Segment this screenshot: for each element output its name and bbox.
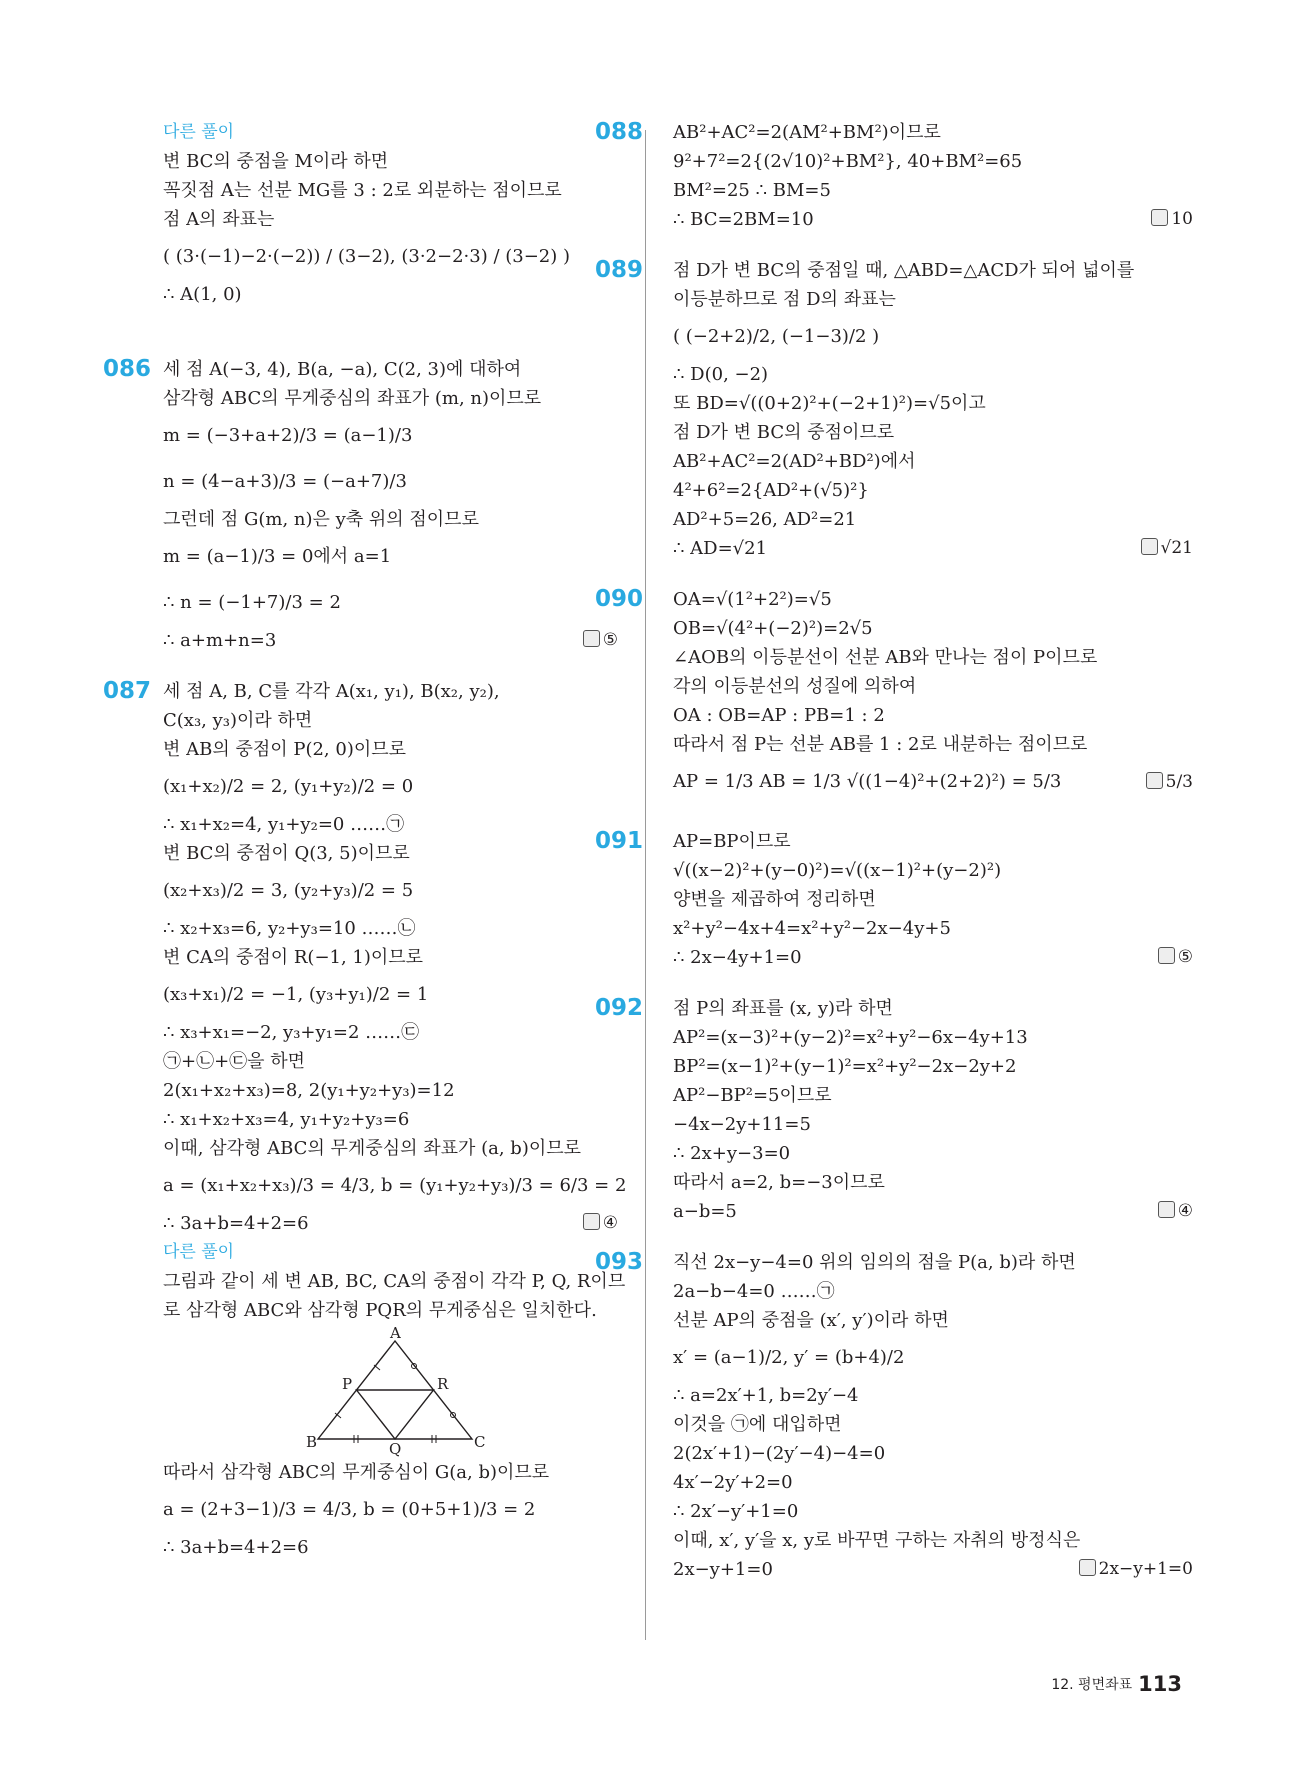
answer-mark-icon [1146,772,1163,789]
formula-line: (x₁+x₂)/2 = 2, (y₁+y₂)/2 = 0 [163,776,414,797]
answer-badge [1158,1197,1193,1226]
text-line: 꼭짓점 A는 선분 MG를 3 : 2로 외분하는 점이므로 [163,180,562,201]
answer-badge [1141,534,1193,563]
text-line: OB=√(4²+(−2)²)=2√5 [673,618,873,639]
label-c: C [474,1433,486,1451]
text-line: ∴ 3a+b=4+2=6 [163,1537,309,1558]
alt-solution-title: 다른 풀이 [163,1242,235,1262]
answer-value: 2x−y+1=0 [1098,1559,1193,1579]
text-line: ∴ a=2x′+1, b=2y′−4 [673,1385,859,1406]
text-line: 점 D가 변 BC의 중점일 때, △ABD=△ACD가 되어 넓이를 [673,260,1135,281]
problem-086 [103,355,618,655]
text-line: AP²=(x−3)²+(y−2)²=x²+y²−6x−4y+13 [673,1027,1028,1048]
problem-number: 091 [595,828,644,854]
text-line: ∴ 2x+y−3=0 [673,1143,791,1164]
problem-093 [595,1248,1193,1584]
label-a: A [390,1324,401,1342]
text-line: ∴ A(1, 0) [163,284,242,305]
answer-mark-icon [583,630,600,647]
label-p: P [342,1375,353,1393]
text-line: x²+y²−4x+4=x²+y²−2x−4y+5 [673,918,951,939]
answer-value: √21 [1160,538,1193,558]
text-line: 4x′−2y′+2=0 [673,1472,793,1493]
formula-line: (x₃+x₁)/2 = −1, (y₃+y₁)/2 = 1 [163,984,429,1005]
problem-090 [595,585,1193,805]
text-line: 변 CA의 중점이 R(−1, 1)이므로 [163,947,424,968]
page-number: 113 [1138,1672,1182,1696]
formula-line: a = (x₁+x₂+x₃)/3 = 4/3, b = (y₁+y₂+y₃)/3 = 6/3 = 2 [163,1175,627,1196]
answer-line [673,205,1193,234]
text-line: 점 P의 좌표를 (x, y)라 하면 [673,998,893,1019]
answer-value: ⑤ [1177,947,1193,967]
answer-line [673,1555,1193,1584]
text-line: 로 삼각형 ABC와 삼각형 PQR의 무게중심은 일치한다. [163,1300,597,1321]
text-line: BM²=25 ∴ BM=5 [673,180,831,201]
text-line: ∠AOB의 이등분선이 선분 AB와 만나는 점이 P이므로 [673,647,1098,668]
triangle-pqr [357,1390,434,1439]
problem-number: 090 [595,586,644,612]
text-line: AB²+AC²=2(AD²+BD²)에서 [673,451,916,472]
text-line: 2(2x′+1)−(2y′−4)−4=0 [673,1443,886,1464]
problem-number: 092 [595,995,644,1021]
problem-number: 089 [595,257,644,283]
answer-line [163,1209,618,1238]
answer-badge [1079,1555,1193,1584]
text-line: AP=BP이므로 [673,831,791,852]
formula-line: ∴ n = (−1+7)/3 = 2 [163,592,341,613]
text-line: √((x−2)²+(y−0)²)=√((x−1)²+(y−2)²) [673,860,1002,881]
text-line: 점 A의 좌표는 [163,209,275,230]
text-line: 삼각형 ABC의 무게중심의 좌표가 (m, n)이므로 [163,388,542,409]
problem-number: 093 [595,1249,644,1275]
answer-badge [1158,943,1193,972]
answer-line [673,1197,1193,1226]
text-line: 직선 2x−y−4=0 위의 임의의 점을 P(a, b)라 하면 [673,1252,1076,1273]
formula-line: m = (a−1)/3 = 0에서 a=1 [163,546,392,567]
answer-line [673,534,1193,563]
text-line: 세 점 A(−3, 4), B(a, −a), C(2, 3)에 대하여 [163,359,522,380]
answer-value: 10 [1171,209,1193,229]
text-line: ∴ 2x−4y+1=0 [673,947,802,968]
problem-number: 087 [103,678,152,704]
text-line: a−b=5 [673,1201,737,1222]
text-line: ∴ x₃+x₁=−2, y₃+y₁=2 ……㉢ [163,1022,420,1043]
text-line: 따라서 점 P는 선분 AB를 1 : 2로 내분하는 점이므로 [673,734,1088,755]
alternative-solution-1 [163,118,618,309]
text-line: 세 점 A, B, C를 각각 A(x₁, y₁), B(x₂, y₂), [163,681,500,702]
text-line: 4²+6²=2{AD²+(√5)²} [673,480,869,501]
text-line: 이것을 ㉠에 대입하면 [673,1414,842,1435]
answer-mark-icon [1158,947,1175,964]
formula-line: ( (3·(−1)−2·(−2)) / (3−2), (3·2−2·3) / (3−2) ) [163,246,571,267]
text-line: ∴ 3a+b=4+2=6 [163,1213,309,1234]
formula-line: (x₂+x₃)/2 = 3, (y₂+y₃)/2 = 5 [163,880,414,901]
formula-line: n = (4−a+3)/3 = (−a+7)/3 [163,471,407,492]
text-line: AP²−BP²=5이므로 [673,1085,832,1106]
midpoint-triangle-diagram [306,1324,486,1458]
formula-line: ( (−2+2)/2, (−1−3)/2 ) [673,326,880,347]
answer-mark-icon [1151,209,1168,226]
text-line: 이때, x′, y′을 x, y로 바꾸면 구하는 자취의 방정식은 [673,1530,1081,1551]
answer-mark-icon [583,1213,600,1230]
text-line: 변 BC의 중점이 Q(3, 5)이므로 [163,843,410,864]
right-column [595,118,1193,1584]
page-footer [1051,1672,1182,1696]
answer-badge [1146,759,1193,805]
answer-value: ④ [1177,1201,1193,1221]
text-line: 점 D가 변 BC의 중점이므로 [673,422,895,443]
text-line: 2x−y+1=0 [673,1559,773,1580]
answer-value: 5/3 [1165,772,1193,792]
problem-number: 088 [595,119,644,145]
label-r: R [437,1375,449,1393]
text-line: AB²+AC²=2(AM²+BM²)이므로 [673,122,941,143]
problem-number: 086 [103,356,152,382]
column-divider [645,130,646,1640]
formula-line: AP = 1/3 AB = 1/3 √((1−4)²+(2+2)²) = 5/3 [673,771,1062,792]
text-line: ∴ BC=2BM=10 [673,209,814,230]
text-line: ∴ 2x′−y′+1=0 [673,1501,799,1522]
text-line: ∴ D(0, −2) [673,364,769,385]
formula-line: m = (−3+a+2)/3 = (a−1)/3 [163,425,413,446]
alt-solution-title: 다른 풀이 [163,122,235,142]
text-line: BP²=(x−1)²+(y−1)²=x²+y²−2x−2y+2 [673,1056,1017,1077]
text-line: ∴ x₁+x₂=4, y₁+y₂=0 ……㉠ [163,814,405,835]
answer-badge [583,626,618,655]
text-line: 양변을 제곱하여 정리하면 [673,889,876,910]
answer-mark-icon [1158,1201,1175,1218]
text-line: 2(x₁+x₂+x₃)=8, 2(y₁+y₂+y₃)=12 [163,1080,455,1101]
text-line: 각의 이등분선의 성질에 의하여 [673,676,917,697]
text-line: ∴ x₂+x₃=6, y₂+y₃=10 ……㉡ [163,918,416,939]
problem-089 [595,256,1193,563]
text-line: C(x₃, y₃)이라 하면 [163,710,313,731]
answer-line [673,943,1193,972]
text-line: 따라서 a=2, b=−3이므로 [673,1172,885,1193]
label-q: Q [389,1440,402,1458]
text-line: ∴ x₁+x₂+x₃=4, y₁+y₂+y₃=6 [163,1109,410,1130]
text-line: AD²+5=26, AD²=21 [673,509,857,530]
text-line: 또 BD=√((0+2)²+(−2+1)²)=√5이고 [673,393,986,414]
answer-line [163,626,618,655]
text-line: 9²+7²=2{(2√10)²+BM²}, 40+BM²=65 [673,151,1023,172]
answer-value: ⑤ [602,630,618,650]
answer-badge [1151,205,1193,234]
answer-mark-icon [1141,538,1158,555]
problem-088 [595,118,1193,234]
text-line: 이등분하므로 점 D의 좌표는 [673,289,896,310]
text-line: OA=√(1²+2²)=√5 [673,589,832,610]
chapter-title: 12. 평면좌표 [1051,1677,1133,1693]
problem-092 [595,994,1193,1226]
problem-091 [595,827,1193,972]
answer-value: ④ [602,1213,618,1233]
text-line: 변 AB의 중점이 P(2, 0)이므로 [163,739,406,760]
text-line: 그림과 같이 세 변 AB, BC, CA의 중점이 각각 P, Q, R이므 [163,1271,626,1292]
answer-mark-icon [1079,1559,1096,1576]
text-line: −4x−2y+11=5 [673,1114,811,1135]
text-line: OA : OB=AP : PB=1 : 2 [673,705,885,726]
text-line: 그런데 점 G(m, n)은 y축 위의 점이므로 [163,509,479,530]
text-line: 따라서 삼각형 ABC의 무게중심이 G(a, b)이므로 [163,1462,550,1483]
formula-line: a = (2+3−1)/3 = 4/3, b = (0+5+1)/3 = 2 [163,1499,536,1520]
text-line: 이때, 삼각형 ABC의 무게중심의 좌표가 (a, b)이므로 [163,1138,581,1159]
label-b: B [306,1433,318,1451]
text-line: ㉠+㉡+㉢을 하면 [163,1051,306,1072]
text-line: 선분 AP의 중점을 (x′, y′)이라 하면 [673,1310,949,1331]
formula-line: x′ = (a−1)/2, y′ = (b+4)/2 [673,1347,905,1368]
text-line: 2a−b−4=0 ……㉠ [673,1281,835,1302]
text-line: ∴ a+m+n=3 [163,630,277,651]
text-line: ∴ AD=√21 [673,538,768,559]
text-line: 변 BC의 중점을 M이라 하면 [163,151,389,172]
answer-line [673,759,1193,805]
answer-badge [583,1209,618,1238]
